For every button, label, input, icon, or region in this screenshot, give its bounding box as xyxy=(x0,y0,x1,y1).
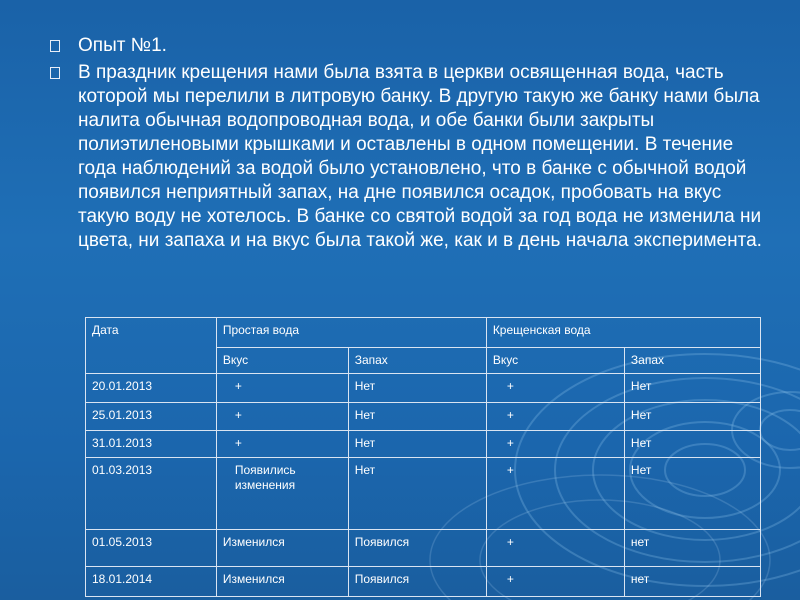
text-content xyxy=(50,34,770,256)
cell-plain-smell: Нет xyxy=(348,403,486,431)
subheader-plain-smell: Запах xyxy=(348,348,486,374)
cell-blessed-taste: + xyxy=(486,403,624,431)
cell-plain-smell: Появился xyxy=(348,530,486,567)
cell-blessed-smell: нет xyxy=(624,567,760,597)
cell-plain-taste: Изменился xyxy=(216,567,348,597)
bullet-item xyxy=(50,34,770,58)
table-row xyxy=(86,530,761,567)
cell-plain-taste: Появились изменения xyxy=(216,458,348,530)
table-row xyxy=(86,374,761,403)
cell-blessed-taste: + xyxy=(486,567,624,597)
bullet-text: В праздник крещения нами была взята в церкви освященная вода, часть которой мы перелили в литровую банку. В другую такую же банку нами была налита обычная водопроводная вода, и обе банки были закрыты полиэтиленовыми крышками и оставлены в одном помещении. В течение года наблюдений за водой было установлено, что в банке с обычной водой появился неприятный запах, на дне появился осадок, пробовать на вкус такую воду не хотелось. В банке со святой водой за год вода не изменила ни цвета, ни запаха и на вкус была такой же, как и в день начала эксперимента. xyxy=(78,62,762,251)
cell-blessed-smell: Нет xyxy=(624,403,760,431)
cell-date: 18.01.2014 xyxy=(86,567,217,597)
cell-blessed-smell: Нет xyxy=(624,374,760,403)
bullet-item xyxy=(50,61,770,253)
table-row xyxy=(86,458,761,530)
cell-plain-smell: Нет xyxy=(348,431,486,458)
cell-plain-taste: + xyxy=(216,431,348,458)
table-header-row xyxy=(86,318,761,348)
cell-plain-taste: Изменился xyxy=(216,530,348,567)
subheader-blessed-taste: Вкус xyxy=(486,348,624,374)
bullet-text: Опыт №1. xyxy=(78,35,167,56)
bullet-marker-icon xyxy=(50,67,60,79)
cell-plain-smell: Появился xyxy=(348,567,486,597)
cell-blessed-taste: + xyxy=(486,374,624,403)
cell-date: 20.01.2013 xyxy=(86,374,217,403)
cell-blessed-taste: + xyxy=(486,530,624,567)
table-row xyxy=(86,431,761,458)
cell-date: 01.03.2013 xyxy=(86,458,217,530)
header-plain-water: Простая вода xyxy=(216,318,486,348)
observation-table xyxy=(85,317,761,597)
table-row xyxy=(86,403,761,431)
cell-plain-smell: Нет xyxy=(348,458,486,530)
table-row xyxy=(86,567,761,597)
cell-blessed-smell: Нет xyxy=(624,431,760,458)
cell-plain-smell: Нет xyxy=(348,374,486,403)
cell-date: 31.01.2013 xyxy=(86,431,217,458)
header-date: Дата xyxy=(86,318,217,374)
cell-plain-taste: + xyxy=(216,374,348,403)
cell-date: 25.01.2013 xyxy=(86,403,217,431)
header-blessed-water: Крещенская вода xyxy=(486,318,760,348)
bullet-marker-icon xyxy=(50,40,60,52)
subheader-plain-taste: Вкус xyxy=(216,348,348,374)
cell-blessed-smell: нет xyxy=(624,530,760,567)
cell-blessed-smell: Нет xyxy=(624,458,760,530)
subheader-blessed-smell: Запах xyxy=(624,348,760,374)
cell-blessed-taste: + xyxy=(486,458,624,530)
cell-plain-taste: + xyxy=(216,403,348,431)
cell-blessed-taste: + xyxy=(486,431,624,458)
cell-date: 01.05.2013 xyxy=(86,530,217,567)
